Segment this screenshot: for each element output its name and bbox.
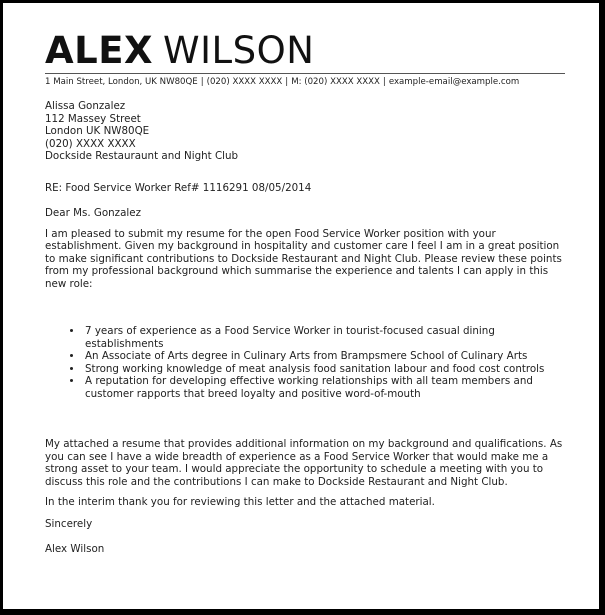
signature-name: Alex Wilson: [45, 543, 105, 555]
recipient-name: Alissa Gonzalez: [45, 100, 126, 112]
recipient-phone: (020) XXXX XXXX: [45, 137, 136, 150]
sender-last-name: WILSON: [163, 29, 315, 72]
contact-separator: |: [200, 77, 204, 87]
sender-name: [45, 31, 565, 71]
contact-separator: |: [382, 77, 386, 87]
letter-content: [45, 31, 565, 556]
sender-address: 1 Main Street, London, UK NW80QE: [45, 77, 198, 87]
interim-paragraph: In the interim thank you for reviewing this letter and the attached material.: [45, 496, 435, 508]
recipient-street: 112 Massey Street: [45, 112, 141, 125]
reference-line: RE: Food Service Worker Ref# 1116291 08/05/2014: [45, 181, 312, 194]
sender-first-name: ALEX: [45, 29, 154, 72]
list-item: • Strong working knowledge of meat analysis food sanitation labour and food cost controls: [83, 363, 565, 376]
recipient-company: Dockside Restauraunt and Night Club: [45, 150, 239, 162]
sender-phone: (020) XXXX XXXX: [206, 77, 283, 87]
list-item: • A reputation for developing effective working relationships with all team members and customer rapports that breed loyalty and positive word-of-mouth: [83, 375, 565, 400]
body-paragraph: My attached a resume that provides additional information on my background and qualifications. As you can see I have a wide breadth of experience as a Food Service Worker that would make me a strong asset to your team. I would appreciate the opportunity to schedule a meeting with you to discuss this role and the contributions I can make to Dockside Restaurant and Night Club.: [45, 438, 563, 488]
intro-paragraph: I am pleased to submit my resume for the open Food Service Worker position with your establishment. Given my background in hospitality and customer care I feel I am in a great position to make significant contributions to Dockside Restaurant and Night Club. Please review these points from my professional background which summarise the experience and talents I can apply in this new role:: [45, 227, 562, 290]
recipient-block: [45, 100, 565, 163]
list-item: • 7 years of experience as a Food Service Worker in tourist-focused casual dining establishments: [83, 325, 565, 350]
qualification-list: [45, 325, 565, 400]
sender-mobile: M: (020) XXXX XXXX: [291, 77, 380, 87]
letter-page: [3, 3, 599, 609]
sender-contact-line: [45, 73, 565, 88]
closing: Sincerely: [45, 517, 93, 530]
list-item: • An Associate of Arts degree in Culinary Arts from Brampsmere School of Culinary Arts: [83, 350, 565, 363]
salutation: Dear Ms. Gonzalez: [45, 207, 141, 219]
contact-separator: |: [285, 77, 289, 87]
sender-email: example-email@example.com: [388, 77, 520, 87]
recipient-city: London UK NW80QE: [45, 125, 150, 137]
